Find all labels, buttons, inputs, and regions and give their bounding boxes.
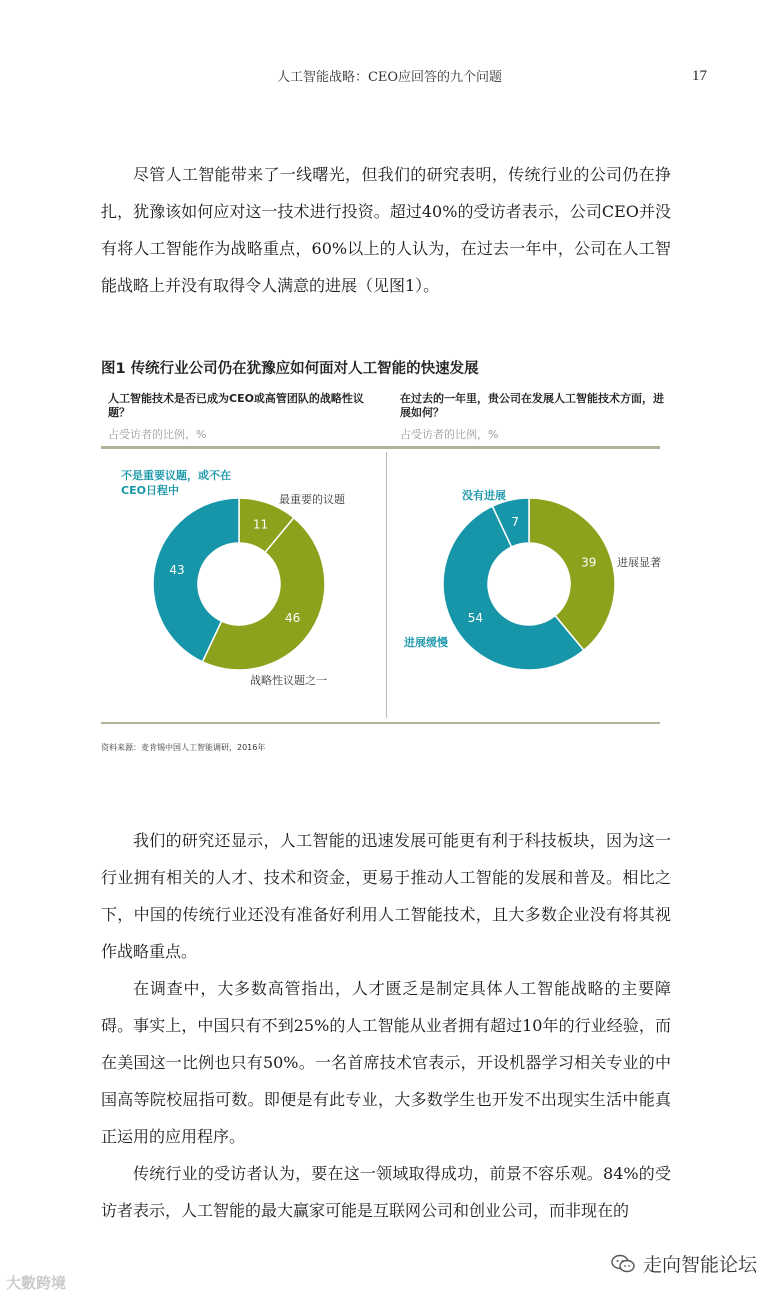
figure-bottom-rule xyxy=(101,722,660,724)
chart-2-question: 在过去的一年里，贵公司在发展人工智能技术方面，进展如何？ xyxy=(400,392,664,419)
paragraph-3: 在调查中，大多数高管指出，人才匮乏是制定具体人工智能战略的主要障碍。事实上，中国只有不到25%的人工智能从业者拥有超过10年的行业经验，而在美国这一比例也只有50%。一名首席技术官表示，开设机器学习相关专业的中国高等院校屈指可数。即便是有此专业，大多数学生也开发不出现实生活中能真正运用的应用程序。 xyxy=(101,979,671,1146)
chart-2-slice-3-value: 7 xyxy=(511,515,519,530)
chart-2-label-slow: 进展缓慢 xyxy=(404,636,448,649)
chart-2-slice-1-value: 39 xyxy=(581,555,597,570)
chart-1-label-most-important: 最重要的议题 xyxy=(279,493,345,506)
page-number: 17 xyxy=(692,68,707,84)
donut-chart-progress xyxy=(443,498,615,670)
chart-2-label-significant: 进展显著 xyxy=(617,556,661,569)
figure-title: 图1 传统行业公司仍在犹豫应如何面对人工智能的快速发展 xyxy=(101,361,479,377)
chart-1-label-one-of-strategic: 战略性议题之一 xyxy=(250,674,327,687)
paragraph-2: 我们的研究还显示，人工智能的迅速发展可能更有利于科技板块，因为这一行业拥有相关的人才、技术和资金，更易于推动人工智能的发展和普及。相比之下，中国的传统行业还没有准备好利用人工智能技术，且大多数企业没有将其视作战略重点。 xyxy=(101,831,671,961)
chart-1-slice-3-value: 43 xyxy=(169,563,185,578)
figure-divider xyxy=(386,452,387,718)
chart-1-slice-2-value: 46 xyxy=(284,611,301,626)
running-header: 人工智能战略：CEO应回答的九个问题 xyxy=(276,70,503,85)
chart-1-unit: 占受访者的比例，% xyxy=(108,428,207,441)
chart-2-slice-2-value: 54 xyxy=(467,611,484,626)
wechat-icon xyxy=(611,1254,635,1274)
watermark-right-text: 走向智能论坛 xyxy=(642,1254,757,1276)
chart-1-question: 人工智能技术是否已成为CEO或高管团队的战略性议题？ xyxy=(108,392,364,419)
chart-2-label-none: 没有进展 xyxy=(462,489,506,502)
donut-chart-strategic-priority xyxy=(153,498,325,670)
chart-1-slice-1-value: 11 xyxy=(252,517,269,532)
figure-top-rule xyxy=(101,446,660,449)
paragraph-4: 传统行业的受访者认为，要在这一领域取得成功，前景不容乐观。84%的受访者表示，人工智能的最大赢家可能是互联网公司和创业公司，而非现在的 xyxy=(101,1164,671,1220)
watermark-left: 大數跨境 xyxy=(6,1274,67,1292)
watermark-right xyxy=(611,1250,757,1277)
figure-source: 资料来源：麦肯锡中国人工智能调研，2016年 xyxy=(101,743,266,752)
chart-1-label-not-important: 不是重要议题，或不在CEO日程中 xyxy=(121,469,231,497)
chart-2-unit: 占受访者的比例，% xyxy=(400,428,499,441)
paragraph-1: 尽管人工智能带来了一线曙光，但我们的研究表明，传统行业的公司仍在挣扎，犹豫该如何应对这一技术进行投资。超过40%的受访者表示，公司CEO并没有将人工智能作为战略重点，60%以上的人认为，在过去一年中，公司在人工智能战略上并没有取得令人满意的进展（见图1）。 xyxy=(101,165,671,295)
